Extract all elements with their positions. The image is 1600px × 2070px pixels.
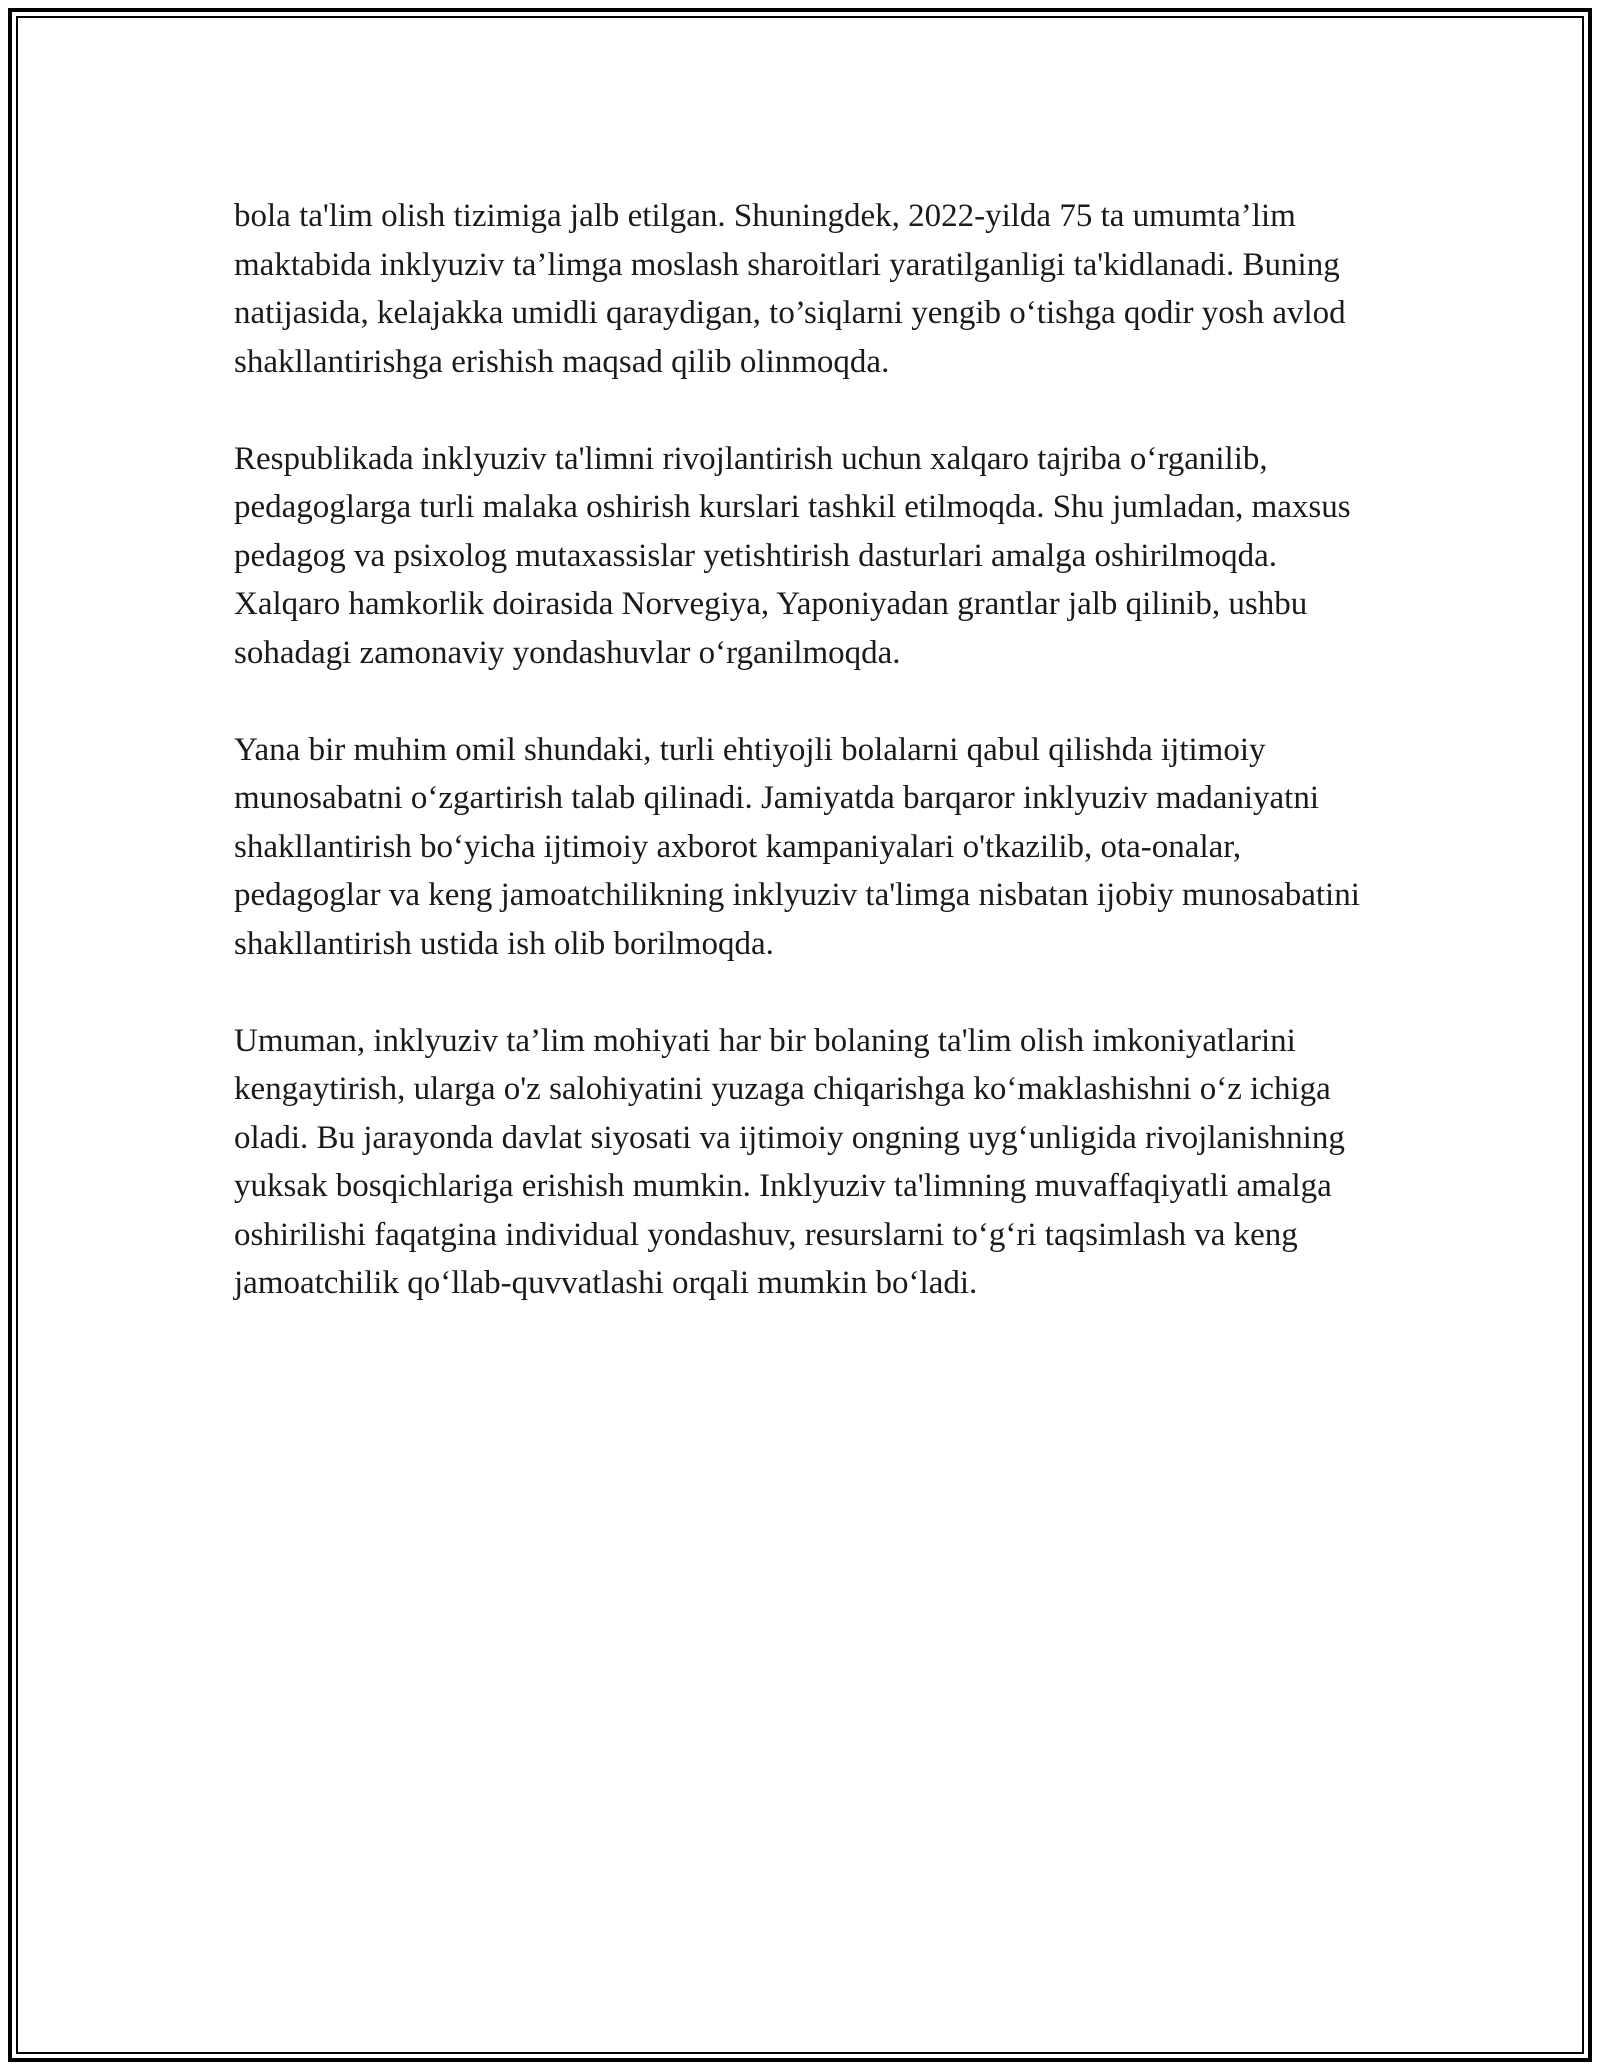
paragraph-3: Yana bir muhim omil shundaki, turli ehtiyojli bolalarni qabul qilishda ijtimoiy munosabatni o‘zgartirish talab qilinadi. Jamiyatda barqaror inklyuziv madaniyatni shakllantirish bo‘yicha ijtimoiy axborot kampaniyalari o'tkazilib, ota-onalar, pedagoglar va keng jamoatchilikning inklyuziv ta'limga nisbatan ijobiy munosabatini shakllantirish ustida ish olib borilmoqda. [234,731,1360,962]
document-page [8,8,1592,2062]
paragraph-2: Respublikada inklyuziv ta'limni rivojlantirish uchun xalqaro tajriba o‘rganilib, pedagoglarga turli malaka oshirish kurslari tashkil etilmoqda. Shu jumladan, maxsus pedagog va psixolog mutaxassislar yetishtirish dasturlari amalga oshirilmoqda. Xalqaro hamkorlik doirasida Norvegiya, Yaponiyadan grantlar jalb qilinib, ushbu sohadagi zamonaviy yondashuvlar o‘rganilmoqda. [234,440,1351,671]
paragraph-1: bola ta'lim olish tizimiga jalb etilgan. Shuningdek, 2022-yilda 75 ta umumta’lim maktabida inklyuziv ta’limga moslash sharoitlari yaratilganligi ta'kidlanadi. Buning natijasida, kelajakka umidli qaraydigan, to’siqlarni yengib o‘tishga qodir yosh avlod shakllantirishga erishish maqsad qilib olinmoqda. [234,198,1346,380]
document-body [234,192,1384,1356]
paragraph-4: Umuman, inklyuziv ta’lim mohiyati har bir bolaning ta'lim olish imkoniyatlarini kengaytirish, ularga o'z salohiyatini yuzaga chiqarishga ko‘maklashishni o‘z ichiga oladi. Bu jarayonda davlat siyosati va ijtimoiy ongning uyg‘unligida rivojlanishning yuksak bosqichlariga erishish mumkin. Inklyuziv ta'limning muvaffaqiyatli amalga oshirilishi faqatgina individual yondashuv, resurslarni to‘g‘ri taqsimlash va keng jamoatchilik qo‘llab-quvvatlashi orqali mumkin bo‘ladi. [234,1022,1345,1301]
